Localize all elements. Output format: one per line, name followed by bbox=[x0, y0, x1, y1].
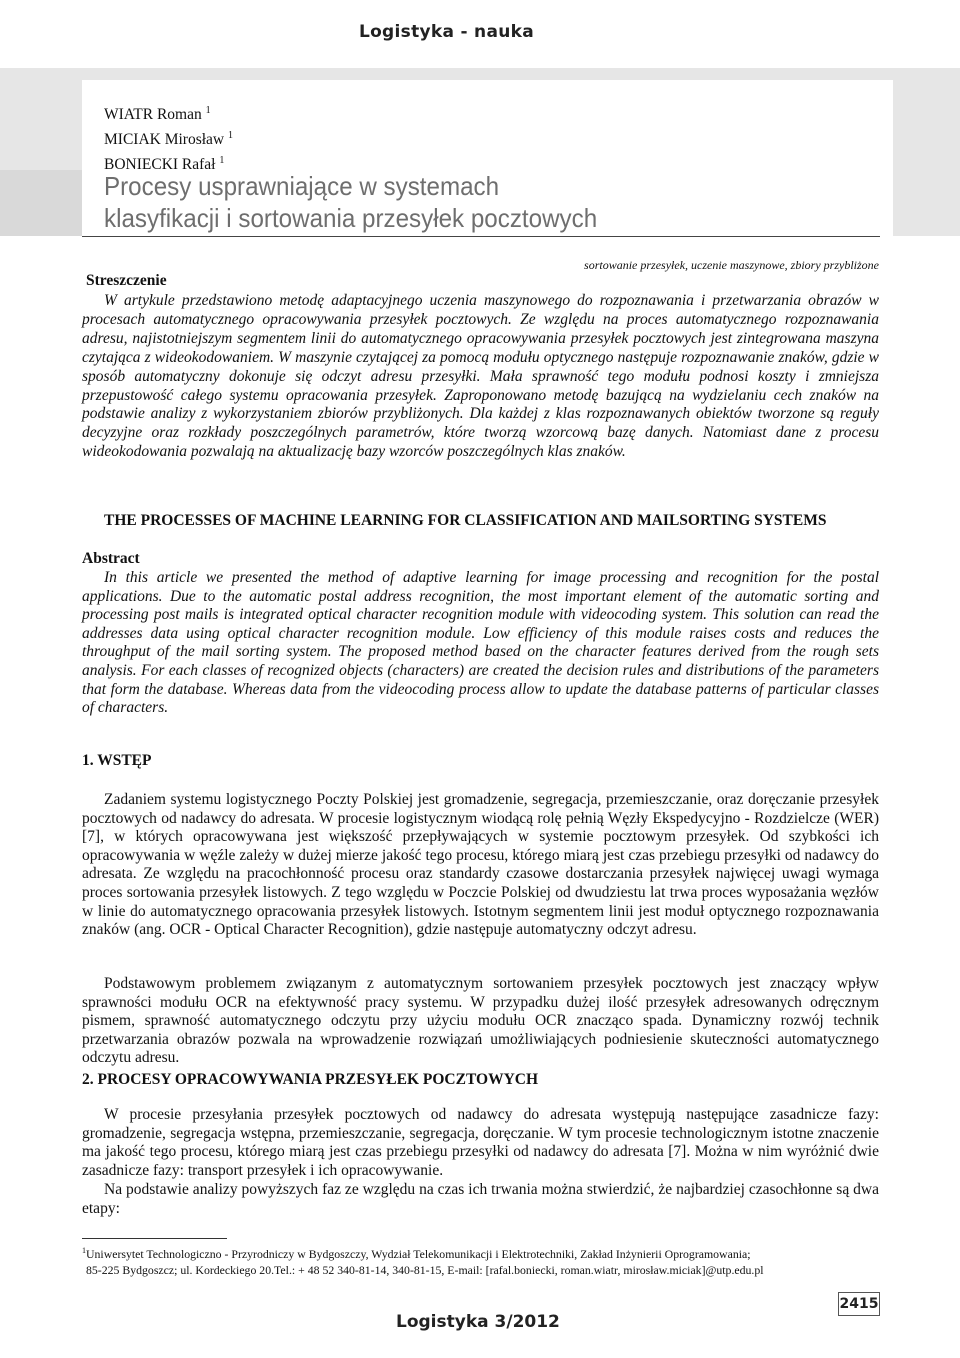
footnote-mark: 1 bbox=[82, 1246, 86, 1255]
author bbox=[104, 125, 233, 150]
abstract-heading: Abstract bbox=[82, 550, 140, 567]
page-number: 2415 bbox=[838, 1292, 880, 1316]
affiliation-mark: 1 bbox=[228, 130, 233, 142]
section-1-paragraph: Podstawowym problemem związanym z automatycznym sortowaniem przesyłek pocztowych jest znaczący wpływ sprawności modułu OCR na efektywność pracy systemu. W przypadku dużej ilość przesyłek adresowanych odręcznym pismem, sprawność automatycznego odczytu przy użyciu modułu OCR znacząco spada. Dynamiczny rozwój technik przetwarzania obrazów pozwala na wprowadzenie rozwiązań umożliwiających podniesienie skuteczności automatycznego odczytu adresu. bbox=[82, 975, 879, 1067]
section-1-heading: 1. WSTĘP bbox=[82, 752, 152, 769]
paper-title-english: THE PROCESSES OF MACHINE LEARNING FOR CLASSIFICATION AND MAILSORTING SYSTEMS bbox=[104, 512, 827, 529]
footnote-text: Uniwersytet Technologiczno - Przyrodniczy w Bydgoszczy, Wydział Telekomunikacji i Elektrotechniki, Zakład Inżynierii Oprogramowania; bbox=[86, 1246, 751, 1261]
author-list bbox=[104, 100, 233, 175]
title-line: Procesy usprawniające w systemach bbox=[104, 171, 500, 201]
left-gray-block bbox=[0, 170, 82, 236]
paper-title-polish bbox=[104, 170, 597, 234]
section-2-paragraph: Na podstawie analizy powyższych faz ze względu na czas ich trwania można stwierdzić, że najbardziej czasochłonne są dwa etapy: bbox=[82, 1181, 879, 1217]
author bbox=[104, 100, 233, 125]
journal-footer: Logistyka 3/2012 bbox=[396, 1312, 560, 1332]
affiliation-mark: 1 bbox=[219, 155, 225, 167]
journal-header: Logistyka - nauka bbox=[358, 22, 534, 42]
title-line: klasyfikacji i sortowania przesyłek pocztowych bbox=[104, 203, 598, 233]
section-2-paragraph: W procesie przesyłania przesyłek pocztowych od nadawcy do adresata występują następujące zasadnicze fazy: gromadzenie, segregacja wstępna, przemieszczanie, segregacja, doręczanie. W tym procesie technologicznym istotne znaczenie ma jakość tego procesu, którego miarą jest czas przebiegu przesyłki od nadawcy do adresata [7]. Można w nim wyróżnić dwie zasadnicze fazy: transport przesyłek i ich opracowywanie. bbox=[82, 1106, 879, 1179]
author-name: MICIAK Mirosław bbox=[104, 131, 225, 149]
affiliation-mark: 1 bbox=[205, 105, 211, 116]
footnote bbox=[82, 1243, 882, 1278]
title-divider bbox=[82, 236, 880, 237]
streszczenie-text: W artykule przedstawiono metodę adaptacyjnego uczenia maszynowego do rozpoznawania i przetwarzania obrazów w procesach automatycznego opracowywania przesyłek pocztowych. Ze względu na proces automatycznego rozpoznawania adresu, najistotniejszym segmentem linii do automatycznego opracowywania przesyłek pocztowych jest zintegrowana maszyna czytająca z wideokodowaniem. W maszynie czytającej za pomocą modułu optycznego następuje rozpoznawanie znaków, gdzie w sposób automatyczny dokonuje się odczyt adresu przesyłki. Mała sprawność tego modułu podnosi koszty i zmniejsza przepustowość całego systemu opracowania przesyłek. Zaproponowano metodę bazującą na wydzielaniu cech znaków na podstawie analizy z wykorzystaniem zbiorów przybliżonych. Dla każdej z klas rozpoznawanych obiektów tworzone są reguły decyzyjne oraz rozkłady poszczególnych parametrów, które tworzą wzorcową bazę danych. Natomiast dane z procesu wideokodowania pozwalają na aktualizację bazy wzorców poszczególnych klas znaków. bbox=[82, 292, 879, 461]
footnote-divider bbox=[82, 1238, 227, 1239]
gray-band bbox=[0, 68, 960, 80]
section-2-heading: 2. PROCESY OPRACOWYWANIA PRZESYŁEK POCZTOWYCH bbox=[82, 1071, 539, 1088]
footnote-line bbox=[82, 1243, 882, 1262]
footnote-line: 85-225 Bydgoszcz; ul. Kordeckiego 20.Tel.: + 48 52 340-81-14, 340-81-15, E-mail: [rafal.boniecki, roman.wiatr, mirosław.miciak]@utp.edu.pl bbox=[86, 1262, 764, 1277]
right-gray-panel bbox=[893, 80, 960, 236]
section-1-paragraph: Zadaniem systemu logistycznego Poczty Polskiej jest gromadzenie, segregacja, przemieszczanie, oraz doręczanie przesyłek pocztowych od nadawcy do adresata. W procesie logistycznym wiodącą rolę pełnią Węzły Ekspedycyjno - Rozdzielcze (WER) [7], w których opracowywana jest większość przepływających w systemie pocztowym przesyłek. Od szybkości ich opracowywania w węźle zależy w dużej mierze jakość tego procesu, którego miarą jest czas przebiegu przesyłki od nadawcy do adresata. Ze względu na pracochłonność procesu oraz standardy czasowe dostarczania przesyłek najwięcej uwagi wymaga proces sortowania przesyłek listowych. Z tego względu w Poczcie Polskiej od dwudziestu lat trwa proces wyposażania węzłów w linie do automatycznego opracowania przesyłek listowych. Istotnym segmentem linii jest moduł optycznego rozpoznawania znaków (ang. OCR - Optical Character Recognition), gdzie następuje automatyczny odczyt adresu. bbox=[82, 791, 879, 939]
keywords: sortowanie przesyłek, uczenie maszynowe, zbiory przybliżone bbox=[584, 258, 879, 272]
left-gray-panel bbox=[0, 80, 82, 170]
streszczenie-heading: Streszczenie bbox=[86, 272, 167, 289]
abstract-text: In this article we presented the method of adaptive learning for image processing and recognition for the postal applications. Due to the automatic postal address recognition, the most important element of the automatic sorting and processing post mails is integrated optical character recognition module with videocoding system. This solution can read the addresses data using optical character recognition module. Low efficiency of this module raises costs and reduces the throughput of the mail sorting system. The proposed method based on the character features derived from the rough sets analysis. For each classes of recognized objects (characters) are created the decision rules and distributions of the parameters that form the database. Whereas data from the videocoding process allow to update the database patterns of particular classes of characters. bbox=[82, 569, 879, 717]
author-name: BONIECKI Rafał bbox=[104, 156, 216, 174]
author-name: WIATR Roman bbox=[104, 106, 202, 124]
